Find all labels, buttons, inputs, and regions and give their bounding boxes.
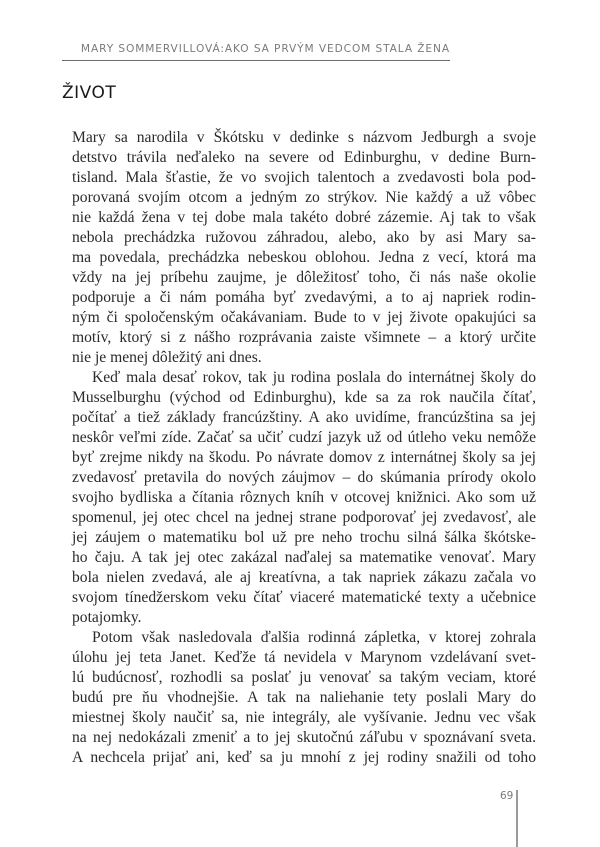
paragraph [72,128,536,368]
text-line: jej záujem o matematiku bol už pre neho trochu silná šálka škótske- [72,529,536,546]
text-line: miestnej školy naučiť sa, nie integrály, ale vyšívanie. Jednu vec však [72,709,536,726]
text-line: ho čaju. A tak jej otec zakázal naďalej sa matematike venovať. Mary [72,549,536,566]
text-line: svojho bydliska a čítania rôznych kníh v otcovej knižnici. Ako som už [72,489,536,506]
text-line: A nechcela prijať ani, keď sa ju mnohí z jej rodiny snažili od toho [72,749,536,766]
text-line: svojom tínedžerskom veku čítať viaceré matematické texty a učebnice [72,589,536,606]
text-line: Musselburghu (východ od Edinburghu), kde sa za rok naučila čítať, [72,389,536,406]
text-line: ným či spoločenským očakávaniam. Bude to v jej živote opakujúci sa [72,309,536,326]
text-line: vždy na jej príbehu zaujme, je dôležitosť toho, či nás naše okolie [72,269,536,286]
text-line: byť zrejme nikdy na škodu. Po návrate domov z internátnej školy sa jej [72,449,536,466]
text-line: počítať a tiež základy francúzštiny. A ako uvidíme, francúzština sa jej [72,409,536,426]
text-line: spomenul, jej otec chcel na jednej strane podporovať jej zvedavosť, ale [72,509,536,526]
page-number-rule [516,790,518,847]
text-line: podporuje a či nám pomáha byť zvedavými, a to aj napriek rodin- [72,289,536,306]
text-line: potajomky. [72,609,142,626]
text-line: nebola prechádzka ružovou záhradou, alebo, ako by asi Mary sa- [72,229,536,246]
text-line: na nej nedokázali zmeniť a to jej skutočnú záľubu v spoznávaní sveta. [72,729,536,746]
text-line: nie každá žena v tej dobe mala takéto dobré zázemie. Aj tak to však [72,209,536,226]
text-line: bola nielen zvedavá, ale aj kreatívna, a tak napriek zákazu začala vo [72,569,536,586]
text-line: úlohu jej teta Janet. Keďže tá nevidela v Marynom vzdelávaní svet- [72,649,536,666]
text-line: porovaná svojím otcom a jedným zo strýkov. Nie každý a už vôbec [72,189,536,206]
text-line: Mary sa narodila v Škótsku v dedinke s názvom Jedburgh a svoje [72,129,536,146]
body-text [72,128,536,768]
text-line: budú pre ňu vhodnejšie. A tak na naliehanie tety poslali Mary do [72,689,536,706]
text-line: Potom však nasledovala ďalšia rodinná zápletka, v ktorej zohrala [92,629,536,646]
text-line: Keď mala desať rokov, tak ju rodina poslala do internátnej školy do [92,369,536,386]
text-line: nie je menej dôležitý ani dnes. [72,349,262,366]
text-line: lú budúcnosť, rozhodli sa poslať ju venovať sa takým veciam, ktoré [72,669,536,686]
running-head: MARY SOMMERVILLOVÁ:AKO SA PRVÝM VEDCOM STALA ŽENA [62,42,450,61]
paragraph [72,628,536,768]
text-line: ma povedala, prechádzka nebeskou oblohou. Jedna z vecí, ktorá ma [72,249,536,266]
text-line: neskôr veľmi zíde. Začať sa učiť cudzí jazyk už od útleho veku nemôže [72,429,536,446]
page-number: 69 [500,790,514,802]
text-line: zvedavosť pretavila do nových záujmov – do skúmania prírody okolo [72,469,536,486]
text-line: motív, ktorý si z nášho rozprávania zaiste všimnete – a ktorý určite [72,329,536,346]
text-line: tisland. Mala šťastie, že vo svojich talentoch a zvedavosti bola pod- [72,169,536,186]
chapter-title: ŽIVOT [62,83,117,103]
paragraph [72,368,536,628]
text-line: detstvo trávila neďaleko na severe od Edinburghu, v dedine Burn- [72,149,536,166]
